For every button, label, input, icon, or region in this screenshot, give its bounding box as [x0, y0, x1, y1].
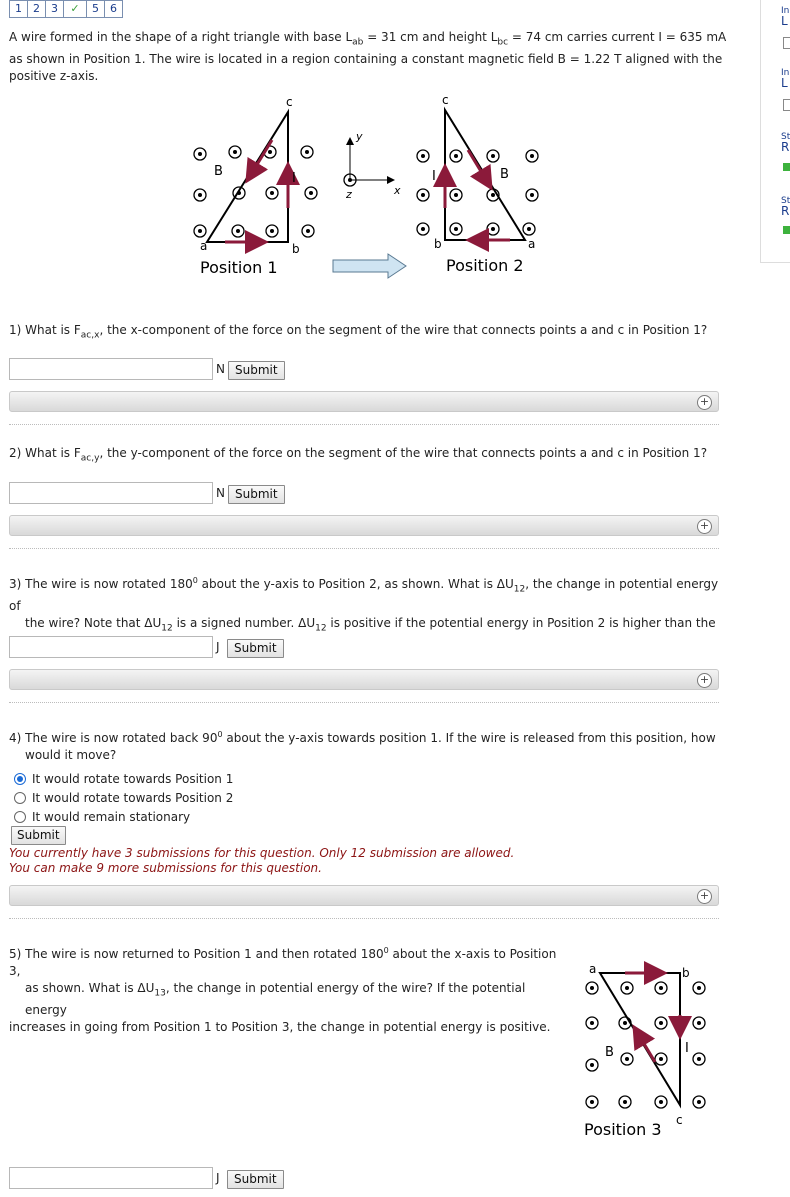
radio-icon[interactable] [14, 811, 26, 823]
tab-6[interactable]: 6 [104, 0, 123, 18]
q4-hint-bar[interactable] [9, 885, 719, 906]
radio-selected-icon[interactable] [14, 773, 26, 785]
q3-answer-input[interactable] [9, 636, 213, 658]
figure-position-3 [575, 955, 725, 1145]
side-item-value: R [781, 204, 790, 218]
expand-plus-icon[interactable]: + [697, 889, 712, 904]
position-3-label: Position 3 [584, 1120, 662, 1139]
question-2-text: 2) What is $F_{ac,y}$, the y-component of the force on the segment of the wire that connects points a and c in Position 1? [9, 446, 708, 464]
question-tabs [9, 0, 122, 18]
axis-y-label: y [356, 130, 363, 143]
q5-submit-button[interactable]: Submit [227, 1170, 284, 1189]
label-I-pos2: I [432, 169, 436, 184]
question-1-text: 1) What is $F_{ac,x}$, the x-component of the force on the segment of the wire that connects points a and c in Position 1? [9, 323, 708, 341]
q1-submit-button[interactable]: Submit [228, 361, 285, 380]
side-item-label[interactable]: St [781, 196, 790, 206]
q3-unit: J [216, 640, 220, 654]
label-B-pos2: B [500, 167, 509, 182]
position-2-label: Position 2 [446, 256, 524, 275]
q1-unit: N [216, 362, 225, 376]
side-item-value: L [781, 76, 788, 90]
coordinate-axes-icon [344, 140, 392, 186]
label-b-pos2: b [434, 237, 442, 251]
label-a-pos3: a [589, 962, 597, 976]
side-item-label[interactable]: In [781, 6, 790, 16]
q3-hint-bar[interactable] [9, 669, 719, 690]
axis-x-label: x [394, 184, 401, 197]
q4-option-2[interactable]: It would rotate towards Position 2 [14, 791, 233, 805]
q5-answer-input[interactable] [9, 1167, 213, 1189]
side-item-label[interactable]: In [781, 68, 790, 78]
label-I-pos3: I [685, 1041, 689, 1056]
question-5-text: 5) The wire is now returned to Position 1 and then rotated $180^0$ about the x-axis to Position 3, as shown. What is $\Delta U_{13}$, the change in potential energy of the wire? If the potential energy increases in going from Position 1 to Position 3, the change in potential energy is positive. [9, 946, 557, 1035]
expand-plus-icon[interactable]: + [697, 519, 712, 534]
divider [9, 424, 719, 425]
label-a-pos2: a [528, 237, 536, 251]
q2-answer-input[interactable] [9, 482, 213, 504]
axis-z-label: z [346, 188, 352, 201]
label-B-pos1: B [214, 164, 223, 179]
label-c-pos1: c [286, 95, 293, 109]
tab-1[interactable]: 1 [9, 0, 28, 18]
label-c-pos3: c [676, 1113, 683, 1127]
side-checkbox[interactable] [783, 37, 790, 49]
transition-arrow-icon [333, 254, 406, 278]
problem-statement: A wire formed in the shape of a right triangle with base $L_{ab} = 31$ cm and height $L_{bc} = 74$ cm carries current I = 635 mA as shown in Position 1. The wire is located in a region containing a constant magnetic field B = 1.22 T aligned with the positive z-axis. [9, 30, 727, 84]
b-field-dots-left [194, 146, 317, 237]
label-b-pos1: b [292, 242, 300, 256]
divider [9, 702, 719, 703]
q3-submit-button[interactable]: Submit [227, 639, 284, 658]
label-a-pos1: a [200, 239, 208, 253]
question-4-text: 4) The wire is now rotated back $90^0$ about the y-axis towards position 1. If the wire is released from this position, how would it move? [9, 730, 716, 762]
q4-option-3[interactable]: It would remain stationary [14, 810, 190, 824]
side-progress-bar [783, 226, 790, 234]
tab-5[interactable]: 5 [86, 0, 105, 18]
side-item-value: L [781, 14, 788, 28]
divider [9, 918, 719, 919]
q4-submit-button[interactable]: Submit [11, 826, 66, 845]
q5-unit: J [216, 1171, 220, 1185]
q1-answer-input[interactable] [9, 358, 213, 380]
label-I-pos1: I [292, 171, 296, 186]
expand-plus-icon[interactable]: + [697, 673, 712, 688]
position-1-label: Position 1 [200, 258, 278, 277]
side-checkbox[interactable] [783, 99, 790, 111]
q1-hint-bar[interactable] [9, 391, 719, 412]
q2-unit: N [216, 486, 225, 500]
wire-triangle-position-3 [600, 973, 680, 1105]
side-item-label[interactable]: St [781, 132, 790, 142]
expand-plus-icon[interactable]: + [697, 395, 712, 410]
q4-option-1[interactable]: It would rotate towards Position 1 [14, 772, 233, 786]
submission-count-notice: You currently have 3 submissions for this question. Only 12 submission are allowed. [9, 846, 515, 860]
submission-remaining-notice: You can make 9 more submissions for this question. [9, 861, 322, 875]
tab-3[interactable]: 3 [45, 0, 64, 18]
divider [9, 548, 719, 549]
q2-hint-bar[interactable] [9, 515, 719, 536]
label-B-pos3: B [605, 1045, 614, 1060]
label-b-pos3: b [682, 966, 690, 980]
label-c-pos2: c [442, 93, 449, 107]
side-progress-bar [783, 163, 790, 171]
tab-4-check-icon[interactable]: ✓ [63, 0, 87, 18]
q2-submit-button[interactable]: Submit [228, 485, 285, 504]
right-side-panel [760, 0, 790, 263]
radio-icon[interactable] [14, 792, 26, 804]
side-item-value: R [781, 140, 790, 154]
tab-2[interactable]: 2 [27, 0, 46, 18]
wire-triangle-position-2 [445, 110, 525, 240]
figure-positions-1-2 [180, 90, 600, 285]
question-3-text: 3) The wire is now rotated $180^0$ about the y-axis to Position 2, as shown. What is $\Delta U_{12}$, the change in potential energy of the wire? Note that $\Delta U_{12}$ is a signed number. $\Delta U_{12}$ is positive if the potential energy in Position 2 is higher than the [9, 576, 719, 634]
